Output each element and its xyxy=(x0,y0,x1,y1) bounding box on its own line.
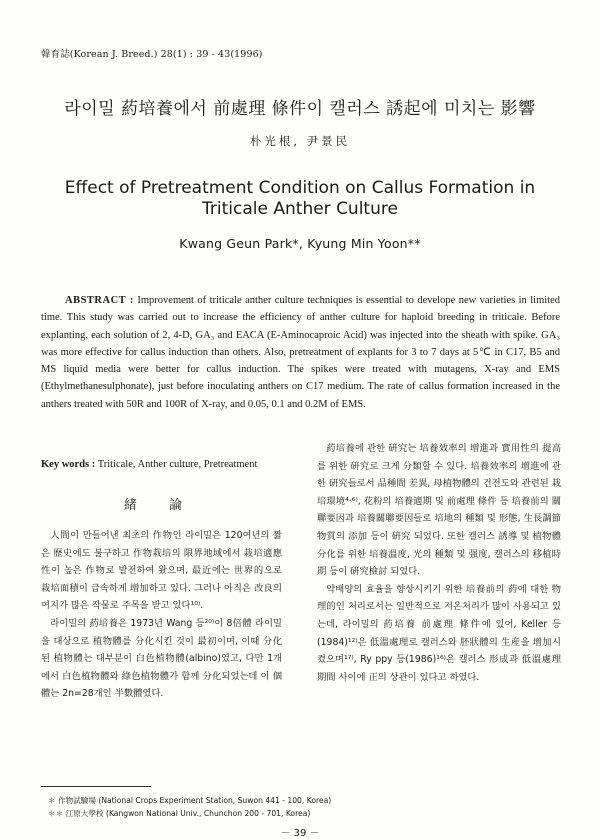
body-column-right xyxy=(317,440,561,686)
abstract-label: ABSTRACT : xyxy=(65,295,134,306)
title-korean: 라이밀 葯培養에서 前處理 條件이 캘러스 誘起에 미치는 影響 xyxy=(64,99,536,119)
footnote-affiliation-1: ＊ 作物試驗場 (National Crops Experiment Station, Suwon 441 - 100, Korea) xyxy=(48,796,332,805)
paragraph: 葯培養에 관한 硏究는 培養效率의 增進과 實用性의 提高를 위한 硏究로 크게 分類할 수 있다. 培養效率의 增進에 관한 硏究들로서 品種間 差異, 母植物體의 건전도와 관련된 栽培環境⁴·⁶⁾, 花粉의 培養適期 및 前處理 條件 등 培養前의 關聯要因과 培養關聯要因들로 培地의 種類 및 形態, 生長調節物質의 添加 등이 硏究 되었다. 또한 캘러스 誘導 및 植物體 分化를 위한 培養溫度, 光의 種類 및 强度, 캘러스의 移植時期 등이 硏究檢討 되었다. xyxy=(317,443,561,578)
title-english xyxy=(0,178,600,220)
keywords-label: Key words : xyxy=(41,459,96,470)
abstract xyxy=(41,292,560,413)
paragraph: 라이밀의 葯培養은 1973년 Wang 등²⁰⁾이 8倍體 라이밀을 대상으로 植物體를 分化시킨 것이 最初이며, 이때 分化된 植物體는 대부분이 白色植物體(albino)였고, 다만 1개에서 白色植物體와 綠色植物體가 함께 分化되었는데 이 個體는 2n=28개인 半數體였다. xyxy=(41,617,282,700)
section-heading-introduction: 緒 論 xyxy=(123,498,197,513)
paragraph: 人間이 만들어낸 최초의 作物인 라이밀은 120여년의 짧은 歷史에도 불구하고 作物栽培의 限界地域에서 栽培適應性이 높은 作物로 발전하여 왔으며, 最近에는 世界的으로 栽培面積이 급속하게 增加하고 있다. 그러나 아직은 改良의 여지가 많은 작물로 주목을 받고 있다¹⁰⁾. xyxy=(41,530,282,612)
footnote-affiliation-2: ＊＊ 江原大學校 (Kangwon National Univ., Chunchon 200 - 701, Korea) xyxy=(48,809,311,818)
journal-citation: 韓育誌(Korean J. Breed.) 28(1) : 39 - 43(1996) xyxy=(41,49,263,60)
page-number: － 39 － xyxy=(280,828,320,839)
title-english-line2: Triticale Anther Culture xyxy=(202,199,398,219)
abstract-text: Improvement of triticale anther culture techniques is essential to develope new varieties in limited time. This study was carried out to increase the efficiency of anther culture for haploid breeding in triticale. Before explanting, each solution of 2, 4-D, GA₃ and EACA (E-Aminocaproic Acid) was injected into the sheath with spike. GA₃ was more effective for callus induction than others. Also, pretreatment of explants for 3 to 7 days at 5℃ in C17, B5 and MS liquid media were better for callus induction. The spikes were treated with mutagens, X-ray and EMS (Ethylmethanesulphonate), just before inoculating anthers on C17 medium. The rate of callus formation increased in the anthers treated with 50R and 100R of X-ray, and 0.05, 0.1 and 0.2M of EMS. xyxy=(41,295,560,410)
paragraph: 약배양의 효율을 향상시키기 위한 培養前의 葯에 대한 物理的인 처리로서는 일반적으로 저온처리가 많이 사용되고 있는데, 라이밀의 葯培養 前處理 條件에 있어, Keller 등(1984)¹²⁾은 低溫處理로 캘러스와 胚狀體의 生産을 增加시켰으며¹⁷⁾, Ry ppy 등(1986)¹⁶⁾은 캘러스 形成과 低溫處理期間 사이에 正의 상관이 있다고 하였다. xyxy=(317,583,561,683)
authors-korean: 朴光根, 尹景民 xyxy=(249,134,351,148)
authors-english: Kwang Geun Park*, Kyung Min Yoon** xyxy=(179,236,421,251)
footnote-divider xyxy=(41,786,151,787)
title-english-line1: Effect of Pretreatment Condition on Callus Formation in xyxy=(64,178,536,198)
keywords-text: Triticale, Anther culture, Pretreatment xyxy=(97,459,258,470)
body-column-left xyxy=(41,527,282,703)
